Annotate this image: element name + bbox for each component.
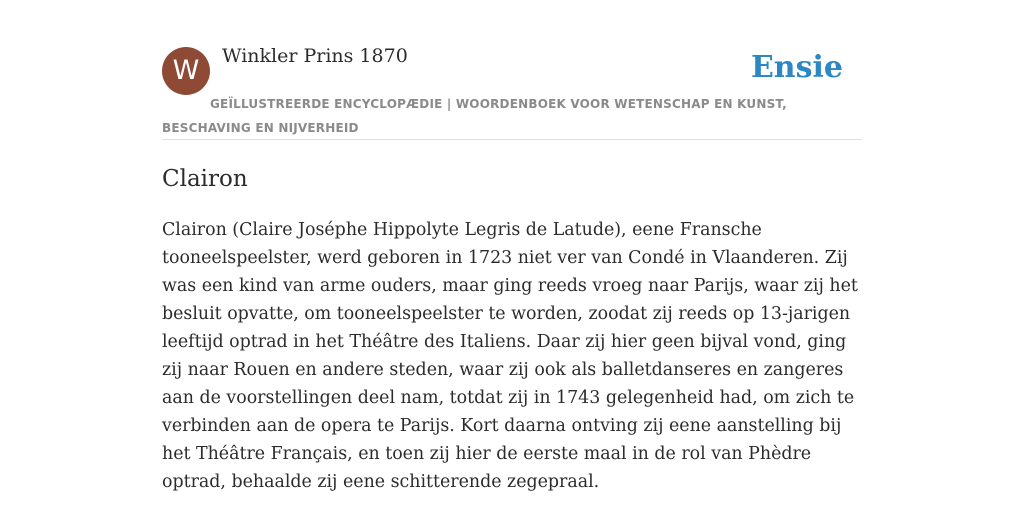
source-avatar[interactable]: W [162, 47, 210, 95]
ensie-logo[interactable]: Ensie [750, 50, 843, 85]
entry-body: Clairon (Claire Joséphe Hippolyte Legris de Latude), eene Fransche tooneelspeelster, werd geboren in 1723 niet ver van Condé in Vlaanderen. Zij was een kind van arme ouders, maar ging reeds vroeg naar Parijs, waar zij het besluit opvatte, om tooneelspeelster te worden, zoodat zij reeds op 13-jarigen leeftijd optrad in het Théâtre des Italiens. Daar zij hier geen bijval vond, ging zij naar Rouen en andere steden, waar zij ook als balletdanseres en zangeres aan de voorstellingen deel nam, totdat zij in 1743 gelegenheid had, om zich te verbinden aan de opera te Parijs. Kort daarna ontving zij eene aanstelling bij het Théâtre Français, en toen zij hier de eerste maal in de rol van Phèdre optrad, behaalde zij eene schitterende zegepraal. [162, 220, 858, 492]
source-subtitle: GEÏLLUSTREERDE ENCYCLOPÆDIE | WOORDENBOEK VOOR WETENSCHAP EN KUNST, BESCHAVING EN NIJVERHEID [162, 97, 787, 135]
page [162, 0, 862, 496]
source-header [162, 0, 862, 140]
source-title[interactable]: Winkler Prins 1870 [222, 45, 408, 67]
entry-title: Clairon [162, 166, 248, 192]
